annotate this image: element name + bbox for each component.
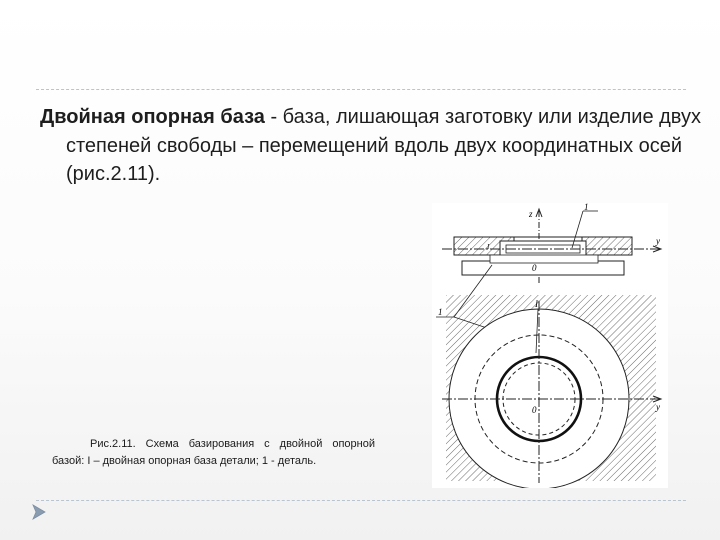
callout-I-top-label: I bbox=[487, 243, 490, 251]
triangle-arrow-icon[interactable] bbox=[32, 504, 46, 520]
origin-top-label: 0 bbox=[532, 263, 537, 273]
basing-diagram bbox=[432, 203, 668, 488]
top-divider bbox=[36, 89, 686, 90]
bottom-divider bbox=[36, 500, 686, 501]
y-axis-bottom-label: y bbox=[656, 402, 660, 412]
section-view bbox=[442, 203, 661, 283]
origin-bottom-label: 0 bbox=[532, 405, 537, 415]
basing-diagram-svg bbox=[432, 203, 668, 488]
definition-paragraph bbox=[40, 103, 720, 189]
definition-text: - база, лишающая заготовку или изделие двух степеней свободы – перемещений вдоль двух координатных осей (рис.2.11). bbox=[66, 106, 701, 185]
z-axis-label: z bbox=[529, 209, 533, 219]
callout-I-center-label: I bbox=[535, 299, 538, 309]
callout-1-left-label: 1 bbox=[438, 307, 443, 317]
part-collar bbox=[490, 255, 598, 263]
support-right bbox=[582, 237, 632, 255]
figure-caption: Рис.2.11. Схема базирования с двойной опорной базой: I – двойная опорная база детали; 1 - деталь. bbox=[52, 438, 375, 467]
plan-view bbox=[442, 295, 661, 488]
callout-1-top-label: 1 bbox=[584, 203, 589, 212]
definition-term: Двойная опорная база bbox=[40, 106, 265, 128]
y-axis-top-label: y bbox=[656, 236, 660, 246]
